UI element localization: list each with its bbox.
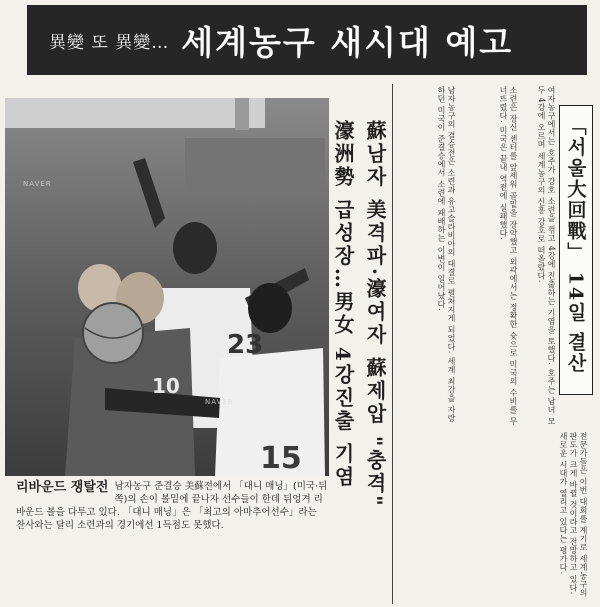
photo-watermark: NAVER bbox=[23, 180, 52, 188]
article-column-3: 여자농구에서는 호주가 강호 소련을 꺾고 4강에 진출하는 기염을 토했다. 호주는 남녀 모두 4강에 오르며 세계농구의 신흥 강호로 떠올랐다. bbox=[537, 86, 556, 426]
article-column-2: 소련은 장신 센터를 앞세워 골밑을 장악했고 외곽에서는 정확한 슛으로 미국의 수비를 무너뜨렸다. 미국은 끝내 역전에 실패했다. bbox=[499, 86, 518, 426]
jersey-number-23: 23 bbox=[227, 330, 264, 360]
banner-kicker: 異變 또 異變… bbox=[49, 32, 170, 53]
subheadline-2: 濠洲勢 급성장…男女 4강진출 기염 bbox=[331, 120, 355, 489]
column-rule bbox=[392, 84, 393, 604]
series-title-box bbox=[559, 105, 593, 395]
article-column-1: 남자농구의 결승전은 소련과 유고슬라비아의 대결로 펼쳐지게 되었다. 세계 최강을 자랑하던 미국이 준결승에서 소련에 패배하는 이변이 일어났다. bbox=[437, 86, 456, 423]
series-title: 「서울大回戰」 14일 결산 bbox=[564, 116, 587, 374]
basketball-photo bbox=[5, 98, 329, 476]
article-column-4: 전문가들은 이번 대회를 계기로 세계농구의 판도가 크게 바뀔 것이라고 전망하고 있다. 새로운 시대가 열리고 있다는 평가다. bbox=[559, 432, 588, 598]
subheadline-1: 蘇남자 美격파·濠여자 蘇제압 "충격" bbox=[363, 120, 387, 509]
photo-caption bbox=[16, 480, 328, 532]
headline-banner bbox=[27, 5, 587, 75]
jersey-number-15: 15 bbox=[260, 441, 302, 476]
photo-watermark-2: NAVER bbox=[205, 398, 234, 406]
jersey-number-10: 10 bbox=[152, 374, 180, 398]
main-headline: 세계농구 새시대 예고 bbox=[181, 22, 514, 62]
caption-text: 남자농구 준결승 美蘇전에서 「대니 매닝」(미국·뒤쪽)의 손이 볼밑에 끝나자 선수들이 한데 뒤엉겨 리바운드 볼을 다투고 있다. 「대니 매닝」은 「최고의 아마추어선수」라는 찬사와는 달리 소련과의 경기에선 1득점도 못했다. bbox=[16, 481, 328, 531]
caption-title: 리바운드 쟁탈전 bbox=[16, 480, 109, 495]
